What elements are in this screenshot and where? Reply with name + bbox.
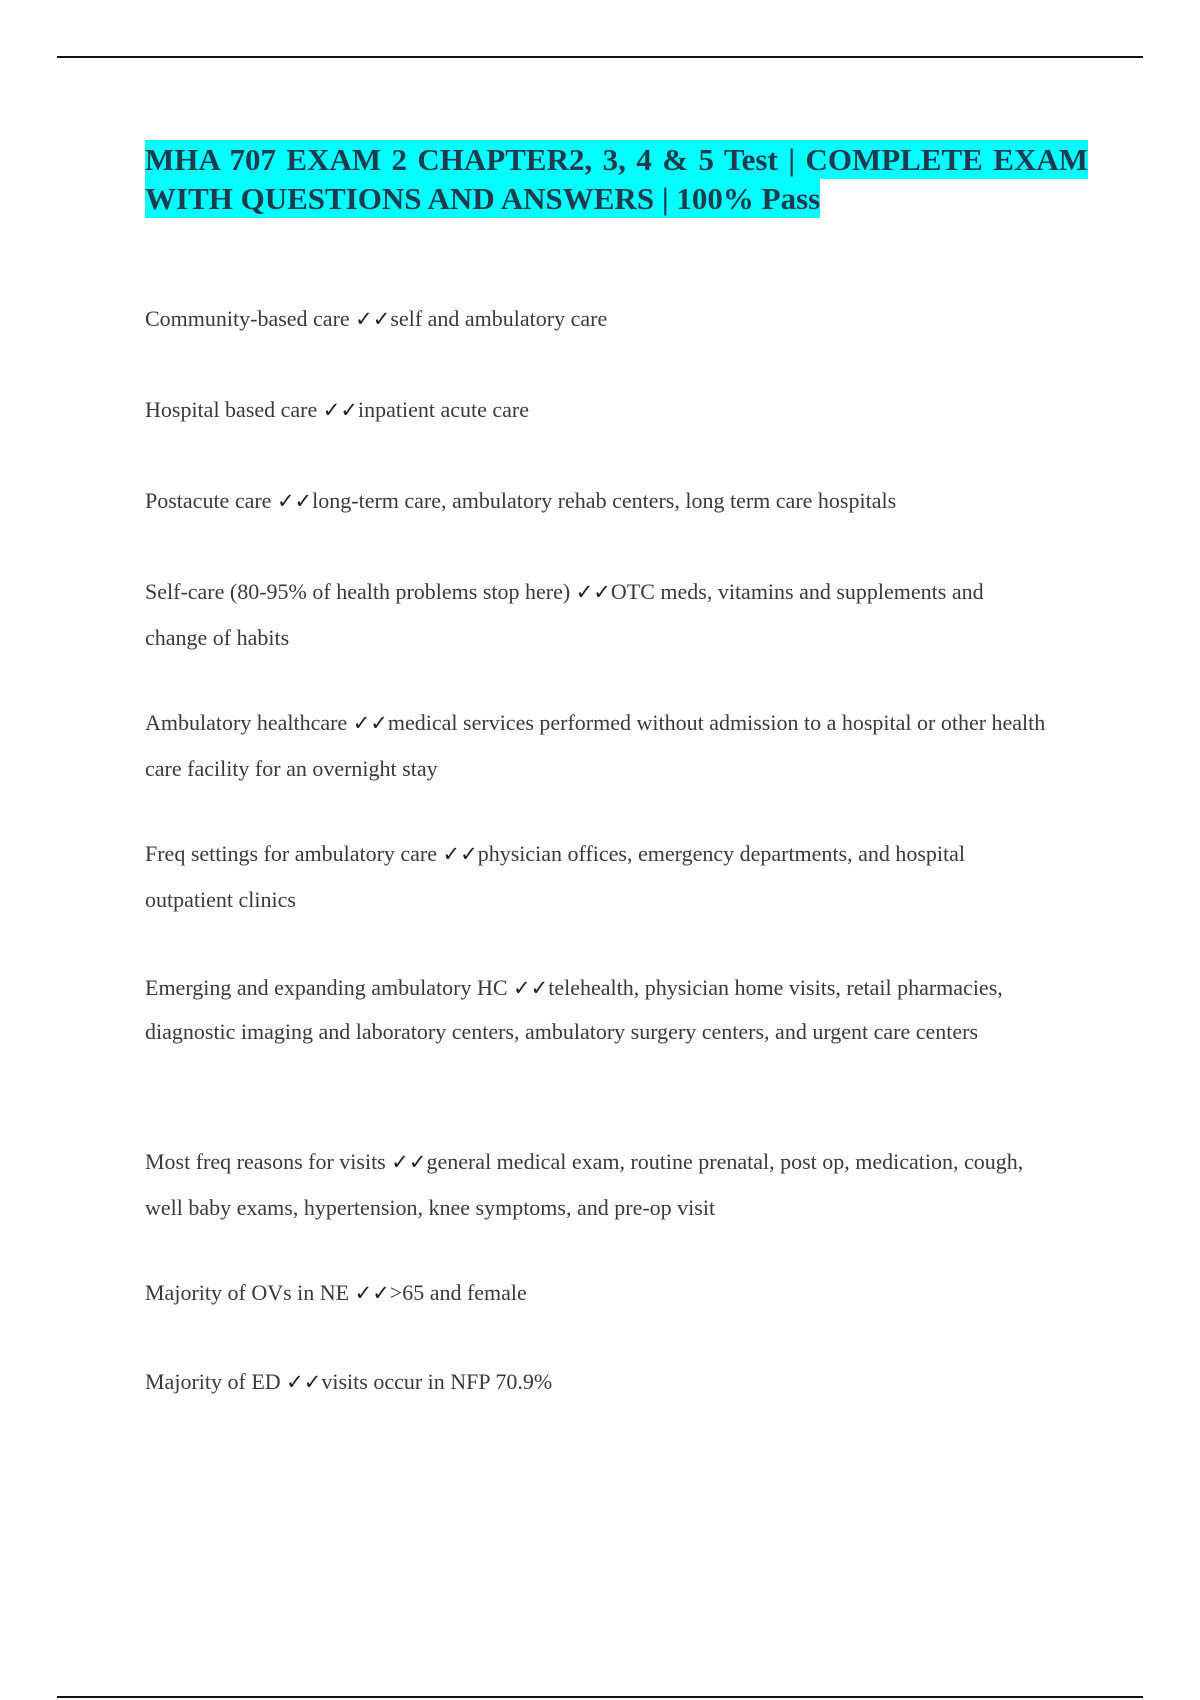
double-check-icon: ✓✓: [355, 307, 391, 331]
qa-term: Community-based care: [145, 306, 356, 331]
qa-answer: physician offices, emergency departments, and hospital outpatient clinics: [145, 841, 966, 912]
qa-answer: medical services performed without admission to a hospital or other health care facility for an overnight stay: [145, 710, 1046, 781]
qa-answer: general medical exam, routine prenatal, post op, medication, cough, well baby exams, hypertension, knee symptoms, and pre-op visit: [145, 1149, 1024, 1220]
double-check-icon: ✓✓: [513, 976, 549, 1000]
top-rule: [57, 56, 1143, 58]
qa-answer: telehealth, physician home visits, retail pharmacies, diagnostic imaging and laboratory centers, ambulatory surgery centers, and urgent care centers: [145, 975, 1003, 1044]
qa-term: Emerging and expanding ambulatory HC: [145, 975, 514, 1000]
qa-term: Ambulatory healthcare: [145, 710, 353, 735]
qa-term: Freq settings for ambulatory care: [145, 841, 443, 866]
qa-term: Most freq reasons for visits: [145, 1149, 392, 1174]
bottom-rule: [57, 1696, 1143, 1698]
double-check-icon: ✓✓: [286, 1370, 322, 1394]
qa-term: Majority of OVs in NE: [145, 1280, 355, 1305]
qa-answer: visits occur in NFP 70.9%: [321, 1369, 553, 1394]
qa-item-6: [145, 831, 1050, 923]
double-check-icon: ✓✓: [391, 1150, 427, 1174]
qa-answer: OTC meds, vitamins and supplements and change of habits: [145, 579, 984, 650]
title-highlight: MHA 707 EXAM 2 CHAPTER2, 3, 4 & 5 Test | COMPLETE EXAM WITH QUESTIONS AND ANSWERS | 100% Pass: [145, 142, 1088, 216]
double-check-icon: ✓✓: [354, 1281, 390, 1305]
qa-item-5: [145, 700, 1050, 792]
qa-item-3: [145, 478, 1050, 524]
qa-answer: self and ambulatory care: [390, 306, 608, 331]
qa-term: Postacute care: [145, 488, 277, 513]
document-title: [145, 140, 1088, 218]
qa-item-7: [145, 966, 1050, 1053]
qa-answer: long-term care, ambulatory rehab centers, long term care hospitals: [312, 488, 897, 513]
qa-term: Self-care (80-95% of health problems stop here): [145, 579, 576, 604]
qa-item-10: [145, 1359, 1050, 1405]
qa-answer: >65 and female: [389, 1280, 527, 1305]
qa-item-1: [145, 296, 1050, 342]
qa-answer: inpatient acute care: [357, 397, 529, 422]
double-check-icon: ✓✓: [322, 398, 358, 422]
qa-item-9: [145, 1270, 1050, 1316]
double-check-icon: ✓✓: [575, 580, 611, 604]
double-check-icon: ✓✓: [276, 489, 313, 513]
qa-term: Hospital based care: [145, 397, 323, 422]
qa-item-8: [145, 1139, 1050, 1231]
qa-item-2: [145, 387, 1050, 433]
qa-item-4: [145, 569, 1050, 661]
qa-term: Majority of ED: [145, 1369, 287, 1394]
double-check-icon: ✓✓: [442, 842, 478, 866]
double-check-icon: ✓✓: [352, 711, 388, 735]
